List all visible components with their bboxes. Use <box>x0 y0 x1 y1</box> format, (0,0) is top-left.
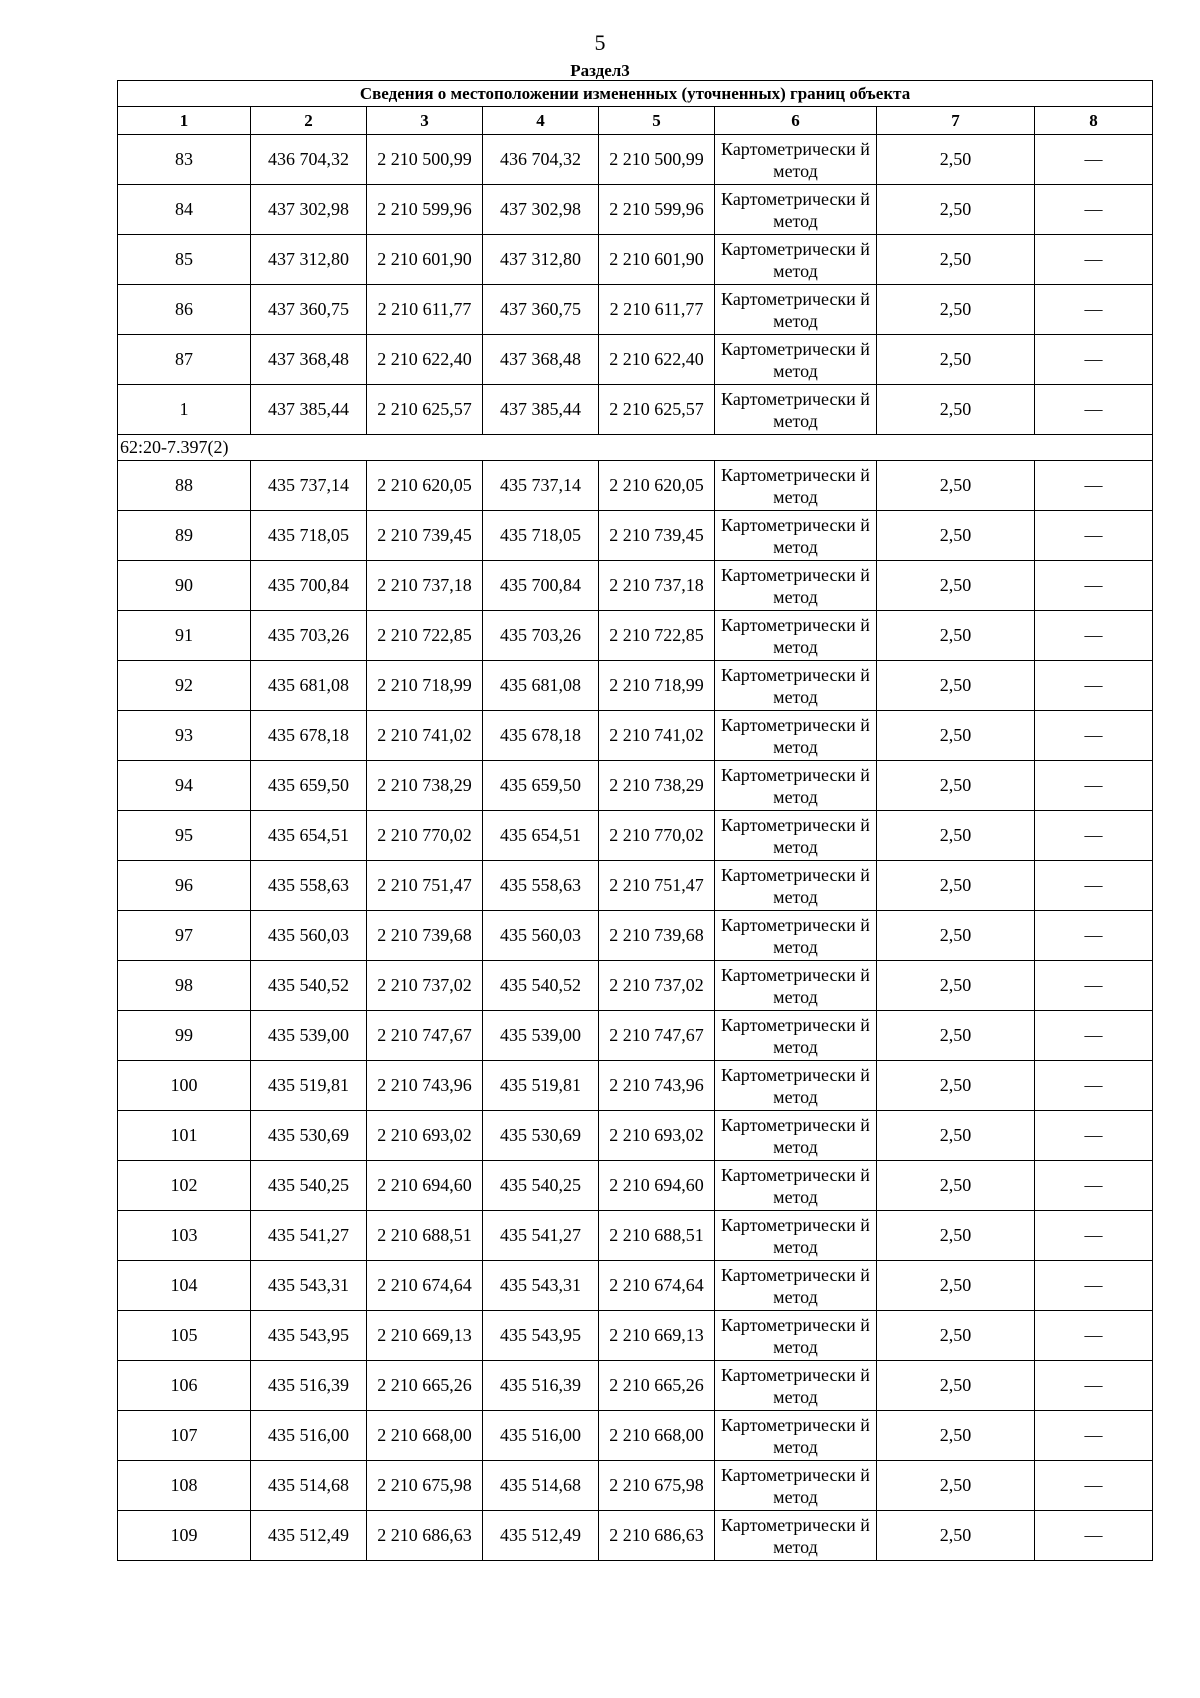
note-cell: — <box>1035 611 1153 661</box>
column-number: 2 <box>251 107 367 135</box>
note-cell: — <box>1035 711 1153 761</box>
note-cell: — <box>1035 1461 1153 1511</box>
table-row <box>118 335 1153 385</box>
note-cell: — <box>1035 1111 1153 1161</box>
precision-cell: 2,50 <box>877 185 1035 235</box>
table-row <box>118 285 1153 335</box>
y-existing: 2 210 611,77 <box>367 285 483 335</box>
note-cell: — <box>1035 811 1153 861</box>
note-cell: — <box>1035 761 1153 811</box>
point-number: 97 <box>118 911 251 961</box>
y-new: 2 210 747,67 <box>599 1011 715 1061</box>
method-cell: Картометрически й метод <box>715 561 877 611</box>
point-number: 84 <box>118 185 251 235</box>
y-new: 2 210 738,29 <box>599 761 715 811</box>
table-row <box>118 711 1153 761</box>
point-number: 1 <box>118 385 251 435</box>
y-new: 2 210 737,18 <box>599 561 715 611</box>
table-row <box>118 561 1153 611</box>
y-existing: 2 210 599,96 <box>367 185 483 235</box>
x-existing: 435 560,03 <box>251 911 367 961</box>
x-new: 435 558,63 <box>483 861 599 911</box>
precision-cell: 2,50 <box>877 911 1035 961</box>
x-new: 435 539,00 <box>483 1011 599 1061</box>
point-number: 86 <box>118 285 251 335</box>
method-cell: Картометрически й метод <box>715 1011 877 1061</box>
point-number: 92 <box>118 661 251 711</box>
x-new: 435 516,39 <box>483 1361 599 1411</box>
x-new: 435 543,31 <box>483 1261 599 1311</box>
x-existing: 435 659,50 <box>251 761 367 811</box>
y-new: 2 210 693,02 <box>599 1111 715 1161</box>
x-existing: 435 512,49 <box>251 1511 367 1561</box>
note-cell: — <box>1035 1011 1153 1061</box>
method-cell: Картометрически й метод <box>715 1211 877 1261</box>
table-row <box>118 1011 1153 1061</box>
table-row <box>118 235 1153 285</box>
point-number: 101 <box>118 1111 251 1161</box>
y-new: 2 210 688,51 <box>599 1211 715 1261</box>
y-existing: 2 210 737,02 <box>367 961 483 1011</box>
table-row <box>118 1061 1153 1111</box>
precision-cell: 2,50 <box>877 285 1035 335</box>
x-new: 435 718,05 <box>483 511 599 561</box>
table-row <box>118 1411 1153 1461</box>
precision-cell: 2,50 <box>877 235 1035 285</box>
precision-cell: 2,50 <box>877 1511 1035 1561</box>
x-existing: 435 678,18 <box>251 711 367 761</box>
x-new: 437 368,48 <box>483 335 599 385</box>
y-existing: 2 210 668,00 <box>367 1411 483 1461</box>
precision-cell: 2,50 <box>877 1311 1035 1361</box>
method-cell: Картометрически й метод <box>715 461 877 511</box>
y-existing: 2 210 620,05 <box>367 461 483 511</box>
table-row <box>118 661 1153 711</box>
table-row <box>118 461 1153 511</box>
method-cell: Картометрически й метод <box>715 911 877 961</box>
note-cell: — <box>1035 461 1153 511</box>
table-body <box>118 135 1153 1561</box>
x-existing: 435 516,00 <box>251 1411 367 1461</box>
y-existing: 2 210 737,18 <box>367 561 483 611</box>
x-new: 435 659,50 <box>483 761 599 811</box>
note-cell: — <box>1035 1211 1153 1261</box>
y-new: 2 210 722,85 <box>599 611 715 661</box>
page-number: 5 <box>594 30 606 55</box>
method-cell: Картометрически й метод <box>715 1261 877 1311</box>
method-cell: Картометрически й метод <box>715 235 877 285</box>
y-new: 2 210 625,57 <box>599 385 715 435</box>
x-new: 435 512,49 <box>483 1511 599 1561</box>
y-new: 2 210 739,45 <box>599 511 715 561</box>
x-existing: 435 514,68 <box>251 1461 367 1511</box>
x-existing: 435 703,26 <box>251 611 367 661</box>
note-cell: — <box>1035 335 1153 385</box>
precision-cell: 2,50 <box>877 961 1035 1011</box>
note-cell: — <box>1035 1261 1153 1311</box>
table-row <box>118 761 1153 811</box>
y-existing: 2 210 674,64 <box>367 1261 483 1311</box>
note-cell: — <box>1035 1061 1153 1111</box>
note-cell: — <box>1035 135 1153 185</box>
method-cell: Картометрически й метод <box>715 961 877 1011</box>
table-row <box>118 1261 1153 1311</box>
y-existing: 2 210 625,57 <box>367 385 483 435</box>
note-cell: — <box>1035 185 1153 235</box>
column-number: 8 <box>1035 107 1153 135</box>
x-existing: 435 558,63 <box>251 861 367 911</box>
x-new: 435 540,52 <box>483 961 599 1011</box>
y-new: 2 210 751,47 <box>599 861 715 911</box>
y-new: 2 210 737,02 <box>599 961 715 1011</box>
y-new: 2 210 743,96 <box>599 1061 715 1111</box>
coordinates-table <box>117 80 1153 1561</box>
note-cell: — <box>1035 961 1153 1011</box>
note-cell: — <box>1035 561 1153 611</box>
y-new: 2 210 675,98 <box>599 1461 715 1511</box>
x-existing: 435 519,81 <box>251 1061 367 1111</box>
column-number: 3 <box>367 107 483 135</box>
y-existing: 2 210 743,96 <box>367 1061 483 1111</box>
note-cell: — <box>1035 1361 1153 1411</box>
x-new: 437 360,75 <box>483 285 599 335</box>
point-number: 85 <box>118 235 251 285</box>
y-existing: 2 210 669,13 <box>367 1311 483 1361</box>
point-number: 88 <box>118 461 251 511</box>
note-cell: — <box>1035 1311 1153 1361</box>
point-number: 93 <box>118 711 251 761</box>
x-new: 435 543,95 <box>483 1311 599 1361</box>
point-number: 100 <box>118 1061 251 1111</box>
point-number: 107 <box>118 1411 251 1461</box>
object-row <box>118 435 1153 461</box>
table-row <box>118 1161 1153 1211</box>
point-number: 105 <box>118 1311 251 1361</box>
precision-cell: 2,50 <box>877 661 1035 711</box>
column-number: 1 <box>118 107 251 135</box>
precision-cell: 2,50 <box>877 1411 1035 1461</box>
method-cell: Картометрически й метод <box>715 335 877 385</box>
x-existing: 435 654,51 <box>251 811 367 861</box>
table-row <box>118 185 1153 235</box>
x-new: 435 737,14 <box>483 461 599 511</box>
note-cell: — <box>1035 1161 1153 1211</box>
y-new: 2 210 718,99 <box>599 661 715 711</box>
y-new: 2 210 500,99 <box>599 135 715 185</box>
point-number: 91 <box>118 611 251 661</box>
method-cell: Картометрически й метод <box>715 811 877 861</box>
table-row <box>118 911 1153 961</box>
x-existing: 435 718,05 <box>251 511 367 561</box>
x-new: 435 703,26 <box>483 611 599 661</box>
x-new: 435 540,25 <box>483 1161 599 1211</box>
precision-cell: 2,50 <box>877 1261 1035 1311</box>
table-caption: Сведения о местоположении измененных (уточненных) границ объекта <box>118 81 1153 107</box>
y-existing: 2 210 665,26 <box>367 1361 483 1411</box>
x-new: 435 530,69 <box>483 1111 599 1161</box>
y-existing: 2 210 770,02 <box>367 811 483 861</box>
x-new: 435 560,03 <box>483 911 599 961</box>
x-existing: 437 312,80 <box>251 235 367 285</box>
y-new: 2 210 599,96 <box>599 185 715 235</box>
y-existing: 2 210 622,40 <box>367 335 483 385</box>
table-row <box>118 135 1153 185</box>
y-existing: 2 210 747,67 <box>367 1011 483 1061</box>
table-row <box>118 861 1153 911</box>
y-existing: 2 210 718,99 <box>367 661 483 711</box>
column-number: 4 <box>483 107 599 135</box>
y-existing: 2 210 751,47 <box>367 861 483 911</box>
y-new: 2 210 674,64 <box>599 1261 715 1311</box>
y-existing: 2 210 686,63 <box>367 1511 483 1561</box>
section-title: Раздел3 <box>570 61 630 80</box>
x-existing: 435 541,27 <box>251 1211 367 1261</box>
x-new: 435 516,00 <box>483 1411 599 1461</box>
x-existing: 437 368,48 <box>251 335 367 385</box>
method-cell: Картометрически й метод <box>715 185 877 235</box>
x-new: 435 519,81 <box>483 1061 599 1111</box>
note-cell: — <box>1035 861 1153 911</box>
note-cell: — <box>1035 511 1153 561</box>
y-existing: 2 210 739,45 <box>367 511 483 561</box>
precision-cell: 2,50 <box>877 461 1035 511</box>
x-existing: 435 516,39 <box>251 1361 367 1411</box>
y-existing: 2 210 675,98 <box>367 1461 483 1511</box>
precision-cell: 2,50 <box>877 1211 1035 1261</box>
method-cell: Картометрически й метод <box>715 1061 877 1111</box>
x-existing: 435 539,00 <box>251 1011 367 1061</box>
precision-cell: 2,50 <box>877 861 1035 911</box>
precision-cell: 2,50 <box>877 385 1035 435</box>
note-cell: — <box>1035 235 1153 285</box>
x-new: 437 385,44 <box>483 385 599 435</box>
method-cell: Картометрически й метод <box>715 1461 877 1511</box>
method-cell: Картометрически й метод <box>715 761 877 811</box>
point-number: 98 <box>118 961 251 1011</box>
x-new: 437 312,80 <box>483 235 599 285</box>
y-new: 2 210 669,13 <box>599 1311 715 1361</box>
precision-cell: 2,50 <box>877 611 1035 661</box>
x-new: 435 681,08 <box>483 661 599 711</box>
table-row <box>118 961 1153 1011</box>
x-new: 437 302,98 <box>483 185 599 235</box>
y-existing: 2 210 739,68 <box>367 911 483 961</box>
y-new: 2 210 622,40 <box>599 335 715 385</box>
precision-cell: 2,50 <box>877 1361 1035 1411</box>
method-cell: Картометрически й метод <box>715 1161 877 1211</box>
point-number: 94 <box>118 761 251 811</box>
method-cell: Картометрически й метод <box>715 661 877 711</box>
method-cell: Картометрически й метод <box>715 1511 877 1561</box>
point-number: 89 <box>118 511 251 561</box>
point-number: 95 <box>118 811 251 861</box>
x-existing: 435 543,31 <box>251 1261 367 1311</box>
x-new: 435 700,84 <box>483 561 599 611</box>
precision-cell: 2,50 <box>877 1061 1035 1111</box>
method-cell: Картометрически й метод <box>715 861 877 911</box>
y-new: 2 210 741,02 <box>599 711 715 761</box>
column-number-row <box>118 107 1153 135</box>
note-cell: — <box>1035 661 1153 711</box>
y-new: 2 210 739,68 <box>599 911 715 961</box>
point-number: 109 <box>118 1511 251 1561</box>
x-existing: 435 540,52 <box>251 961 367 1011</box>
y-existing: 2 210 601,90 <box>367 235 483 285</box>
y-existing: 2 210 693,02 <box>367 1111 483 1161</box>
x-existing: 435 700,84 <box>251 561 367 611</box>
x-existing: 437 302,98 <box>251 185 367 235</box>
precision-cell: 2,50 <box>877 335 1035 385</box>
column-number: 5 <box>599 107 715 135</box>
precision-cell: 2,50 <box>877 761 1035 811</box>
table-row <box>118 811 1153 861</box>
table-row <box>118 1511 1153 1561</box>
y-new: 2 210 620,05 <box>599 461 715 511</box>
method-cell: Картометрически й метод <box>715 611 877 661</box>
x-existing: 437 360,75 <box>251 285 367 335</box>
point-number: 99 <box>118 1011 251 1061</box>
precision-cell: 2,50 <box>877 1461 1035 1511</box>
point-number: 104 <box>118 1261 251 1311</box>
point-number: 103 <box>118 1211 251 1261</box>
y-new: 2 210 665,26 <box>599 1361 715 1411</box>
point-number: 90 <box>118 561 251 611</box>
note-cell: — <box>1035 911 1153 961</box>
column-number: 7 <box>877 107 1035 135</box>
point-number: 83 <box>118 135 251 185</box>
point-number: 87 <box>118 335 251 385</box>
y-existing: 2 210 500,99 <box>367 135 483 185</box>
point-number: 96 <box>118 861 251 911</box>
table-row <box>118 1211 1153 1261</box>
y-new: 2 210 611,77 <box>599 285 715 335</box>
x-existing: 437 385,44 <box>251 385 367 435</box>
note-cell: — <box>1035 1411 1153 1461</box>
table-row <box>118 1311 1153 1361</box>
x-new: 435 654,51 <box>483 811 599 861</box>
y-new: 2 210 601,90 <box>599 235 715 285</box>
table-row <box>118 611 1153 661</box>
method-cell: Картометрически й метод <box>715 385 877 435</box>
y-new: 2 210 686,63 <box>599 1511 715 1561</box>
method-cell: Картометрически й метод <box>715 511 877 561</box>
precision-cell: 2,50 <box>877 1011 1035 1061</box>
object-cadastral-number: 62:20-7.397(2) <box>118 435 1153 461</box>
y-existing: 2 210 688,51 <box>367 1211 483 1261</box>
method-cell: Картометрически й метод <box>715 711 877 761</box>
method-cell: Картометрически й метод <box>715 1411 877 1461</box>
method-cell: Картометрически й метод <box>715 1111 877 1161</box>
precision-cell: 2,50 <box>877 711 1035 761</box>
x-existing: 435 681,08 <box>251 661 367 711</box>
precision-cell: 2,50 <box>877 135 1035 185</box>
precision-cell: 2,50 <box>877 1161 1035 1211</box>
x-new: 435 678,18 <box>483 711 599 761</box>
x-existing: 435 530,69 <box>251 1111 367 1161</box>
precision-cell: 2,50 <box>877 561 1035 611</box>
y-existing: 2 210 722,85 <box>367 611 483 661</box>
y-existing: 2 210 738,29 <box>367 761 483 811</box>
point-number: 108 <box>118 1461 251 1511</box>
table-row <box>118 1111 1153 1161</box>
table-row <box>118 1461 1153 1511</box>
y-new: 2 210 770,02 <box>599 811 715 861</box>
x-new: 435 514,68 <box>483 1461 599 1511</box>
y-existing: 2 210 741,02 <box>367 711 483 761</box>
method-cell: Картометрически й метод <box>715 1361 877 1411</box>
y-new: 2 210 668,00 <box>599 1411 715 1461</box>
x-new: 435 541,27 <box>483 1211 599 1261</box>
precision-cell: 2,50 <box>877 811 1035 861</box>
x-new: 436 704,32 <box>483 135 599 185</box>
note-cell: — <box>1035 285 1153 335</box>
method-cell: Картометрически й метод <box>715 1311 877 1361</box>
column-number: 6 <box>715 107 877 135</box>
y-existing: 2 210 694,60 <box>367 1161 483 1211</box>
point-number: 106 <box>118 1361 251 1411</box>
point-number: 102 <box>118 1161 251 1211</box>
x-existing: 435 543,95 <box>251 1311 367 1361</box>
x-existing: 435 540,25 <box>251 1161 367 1211</box>
note-cell: — <box>1035 385 1153 435</box>
method-cell: Картометрически й метод <box>715 135 877 185</box>
precision-cell: 2,50 <box>877 511 1035 561</box>
table-row <box>118 511 1153 561</box>
table-row <box>118 1361 1153 1411</box>
y-new: 2 210 694,60 <box>599 1161 715 1211</box>
x-existing: 435 737,14 <box>251 461 367 511</box>
x-existing: 436 704,32 <box>251 135 367 185</box>
table-row <box>118 385 1153 435</box>
method-cell: Картометрически й метод <box>715 285 877 335</box>
note-cell: — <box>1035 1511 1153 1561</box>
precision-cell: 2,50 <box>877 1111 1035 1161</box>
